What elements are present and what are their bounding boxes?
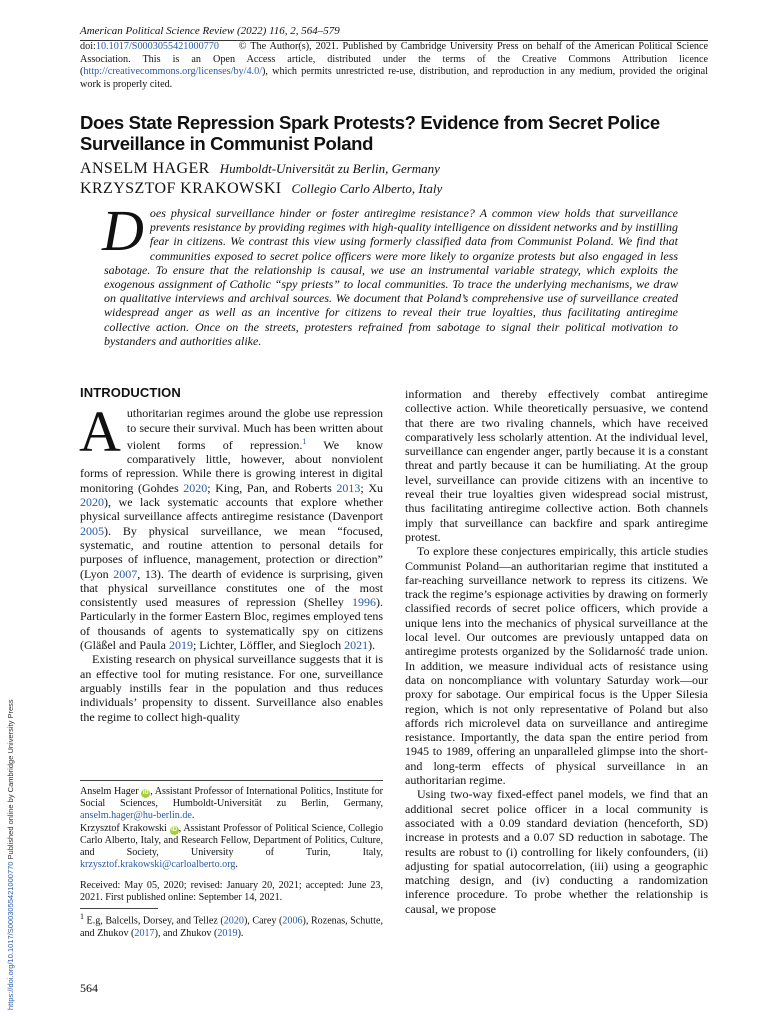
affiliation-hager (80, 786, 383, 823)
text-run: ; King, Pan, and Roberts (207, 480, 337, 495)
author-affiliation: Humboldt-Universität zu Berlin, Germany (219, 161, 440, 176)
text-run: ), Carey ( (243, 915, 283, 927)
footnote-short-rule (80, 908, 158, 909)
author-line-1 (80, 160, 440, 178)
text-run: E.g, Balcells, Dorsey, and Tellez ( (84, 915, 224, 927)
text-run: , 13). The dearth of evidence is surprising, given that physical surveillance constitutes one of the most consistently used measures of repression (Shelley (80, 566, 383, 610)
journal-citation: American Political Science Review (2022) 116, 2, 564–579 (80, 25, 340, 37)
orcid-icon[interactable]: iD (142, 790, 149, 796)
citation-link[interactable]: 2020 (80, 495, 104, 510)
left-column (80, 386, 383, 724)
text-run: uthoritarian regimes around the globe use repression to secure their survival. Much has been written about violent forms of repression. (126, 406, 383, 452)
author-affiliations (80, 786, 383, 871)
intro-paragraph-1 (79, 399, 383, 653)
citation-link[interactable]: 2017 (134, 927, 155, 939)
citation-link[interactable]: 2019 (168, 638, 193, 653)
body-paragraph: To explore these conjectures empirically, this article studies Communist Poland—an authoritarian regime that instituted a far-reaching surveillance network to repress its citizens. We track the regime’s espionage activities by drawing on formerly classified records of secret police officers, which provide a unique lens into the mechanics of physical surveillance at the local level. Our outcomes are previously untapped data on antiregime protests organized by the Solidarność trade union. In addition, we measure individual acts of resistance using data on noncompliance with voluntary Saturday work—our proxy for sabotage. Our empirical focus is the Upper Silesia region, which is not only representative of Poland but also affords rich microlevel data on surveillance and antiregime resistance. Importantly, the data span the entire period from 1945 to 1989, offering an unparalleled glimpse into the short- and long-term effects of physical surveillance in an authoritarian regime. (405, 544, 708, 788)
open-access-notice (80, 41, 708, 91)
email-link[interactable]: krzysztof.krakowski@carloalberto.org (80, 859, 236, 871)
citation-link[interactable]: 2021 (344, 638, 369, 653)
body-paragraph: information and thereby effectively combat antiregime collective action. While theoretically persuasive, we contend that there are two rivaling channels, which have received comparatively less scholarly attention. At the individual level, surveillance can engender anger, partly because it is a constant threat and partly because it can be humiliating. At the group level, surveillance can provide citizens with an incentive to reveal their true loyalties given widespread social mistrust, thus facilitating antiregime collective action. Both channels imply that surveillance can backfire and spark antiregime protest. (405, 387, 708, 544)
citation-link[interactable]: 2020 (223, 915, 244, 927)
intro-drop-cap: A (79, 399, 121, 465)
text-run: We know comparatively little, however, about nonviolent forms of repression. While there is growing interest in digital monitoring (Gohdes (80, 437, 383, 495)
text-run: ). By physical surveillance, we mean “focused, systematic, and routine attention to personal details for purposes of influence, management, protection or direction” (Lyon (80, 523, 383, 581)
citation-link[interactable]: 2005 (80, 523, 104, 538)
citation-link[interactable]: 1996 (352, 595, 376, 610)
affiliation-author-name: Krzysztof Krakowski (80, 822, 167, 834)
author-name: KRZYSZTOF KRAKOWSKI (80, 180, 282, 197)
affiliation-author-name: Anselm Hager (80, 786, 139, 797)
abstract-drop-cap: D (102, 198, 144, 263)
footnote-number: 1 (80, 912, 84, 921)
citation-link[interactable]: 2013 (336, 480, 361, 495)
author-affiliation: Collegio Carlo Alberto, Italy (291, 181, 443, 196)
text-run: ). (368, 638, 376, 653)
citation-link[interactable]: 2019 (217, 927, 238, 939)
license-link[interactable]: http://creativecommons.org/licenses/by/4.0/ (83, 66, 263, 77)
license-text-1: © The Author(s), 2021. Published by Cambridge University Press on behalf of the American Political Science Association. This is an Open Access article, distributed under the terms of the Creative Commons Attribution licence ( (80, 41, 708, 77)
intro-paragraph-2: Existing research on physical surveillance suggests that it is an effective tool for muting resistance. For one, surveillance arguably instills fear in the population and thus reduces individuals’ propensity to dissent. Surveillance also enables the regime to collect high-quality (80, 652, 383, 724)
text-run: ), Rozenas, Schutte, and Zhukov ( (80, 915, 383, 939)
side-doi-link[interactable]: https://doi.org/10.1017/S0003055421000770 (6, 861, 15, 1010)
footnote-divider (80, 780, 383, 781)
abstract-text: oes physical surveillance hinder or foster antiregime resistance? A common view holds that surveillance prevents resistance by providing regimes with high-quality intelligence on dissident networks and by instilling fear in citizens. We contrast this view using formerly classified data from Communist Poland. We find that communities exposed to secret police officers were more likely to organize protests but also engaged in less sabotage. To ensure that the relationship is causal, we use an instrumental variable strategy, which exploits the exogenous assignment of Catholic “spy priests” to local communities. To trace the underlying mechanisms, we draw on qualitative interviews and archival sources. We document that Poland’s comprehensive use of surveillance created widespread anger as well as an incentive for citizens to reveal their true loyalties, thus facilitating antiregime collective action. Once on the streets, protesters refrained from sabotage to signal their political motivation to bystanders and authorities alike. (104, 206, 678, 348)
text-run: ; Xu (360, 480, 383, 495)
email-link[interactable]: anselm.hager@hu-berlin.de (80, 810, 192, 822)
citation-link[interactable]: 2007 (113, 566, 138, 581)
affiliation-krakowski (80, 823, 383, 872)
abstract (102, 198, 678, 348)
side-publisher-text: Published online by Cambridge University Press (6, 699, 15, 862)
right-column (405, 387, 708, 916)
footnote-1 (80, 911, 383, 940)
affiliation-text: , Assistant Professor of Political Science, Collegio Carlo Alberto, Italy, and Research Fellow, Department of Politics, Culture, and Society, University of Turin, Italy, (80, 822, 383, 859)
body-paragraph: Using two-way fixed-effect panel models, we find that an additional secret police officer in a local community is associated with a 0.09 standard deviation (henceforth, SD) increase in protests and a 0.07 SD reduction in sabotage. The results are robust to (i) controlling for likely confounders, (ii) adjusting for spatial autocorrelation, (iii) using a geographic matching design, and (iv) conducting a randomization inference procedure. To probe whether the relationship is causal, we propose (405, 787, 708, 916)
paper-title: Does State Repression Spark Protests? Evidence from Secret Police Surveillance in Communist Poland (80, 112, 660, 154)
license-text-2: ), which permits unrestricted re-use, distribution, and reproduction in any medium, provided the original work is properly cited. (80, 66, 708, 90)
side-margin-doi (6, 699, 15, 1010)
section-heading-introduction: INTRODUCTION (80, 385, 181, 400)
citation-link[interactable]: 2020 (183, 480, 208, 495)
text-run: . (191, 810, 195, 822)
author-name: ANSELM HAGER (80, 160, 210, 177)
author-line-2 (80, 180, 442, 198)
text-run: ), and Zhukov ( (154, 927, 218, 939)
affiliation-text: , Assistant Professor of International Politics, Institute for Social Sciences, Humboldt-Universität zu Berlin, Germany, (80, 786, 383, 810)
text-run: . (235, 859, 238, 871)
orcid-icon[interactable]: iD (171, 826, 178, 833)
doi-link[interactable]: 10.1017/S0003055421000770 (95, 41, 219, 52)
footnote-ref-1[interactable]: 1 (302, 436, 307, 446)
text-run: ). Particularly in the former Eastern Bloc, regimes employed tens of thousands of agents to systematically spy on citizens (Gläßel and Paula (80, 595, 383, 653)
text-run: ). (237, 927, 244, 939)
page-number: 564 (80, 981, 98, 995)
citation-link[interactable]: 2006 (282, 915, 303, 927)
text-run: ), we lack systematic accounts that explore whether physical surveillance affects antiregime resistance (Davenport (80, 495, 383, 524)
text-run: ; Lichter, Löffler, and Siegloch (192, 638, 345, 653)
received-dates: Received: May 05, 2020; revised: January 20, 2021; accepted: June 23, 2021. First published online: September 14, 2021. (80, 880, 383, 904)
doi-prefix: doi: (80, 41, 96, 52)
